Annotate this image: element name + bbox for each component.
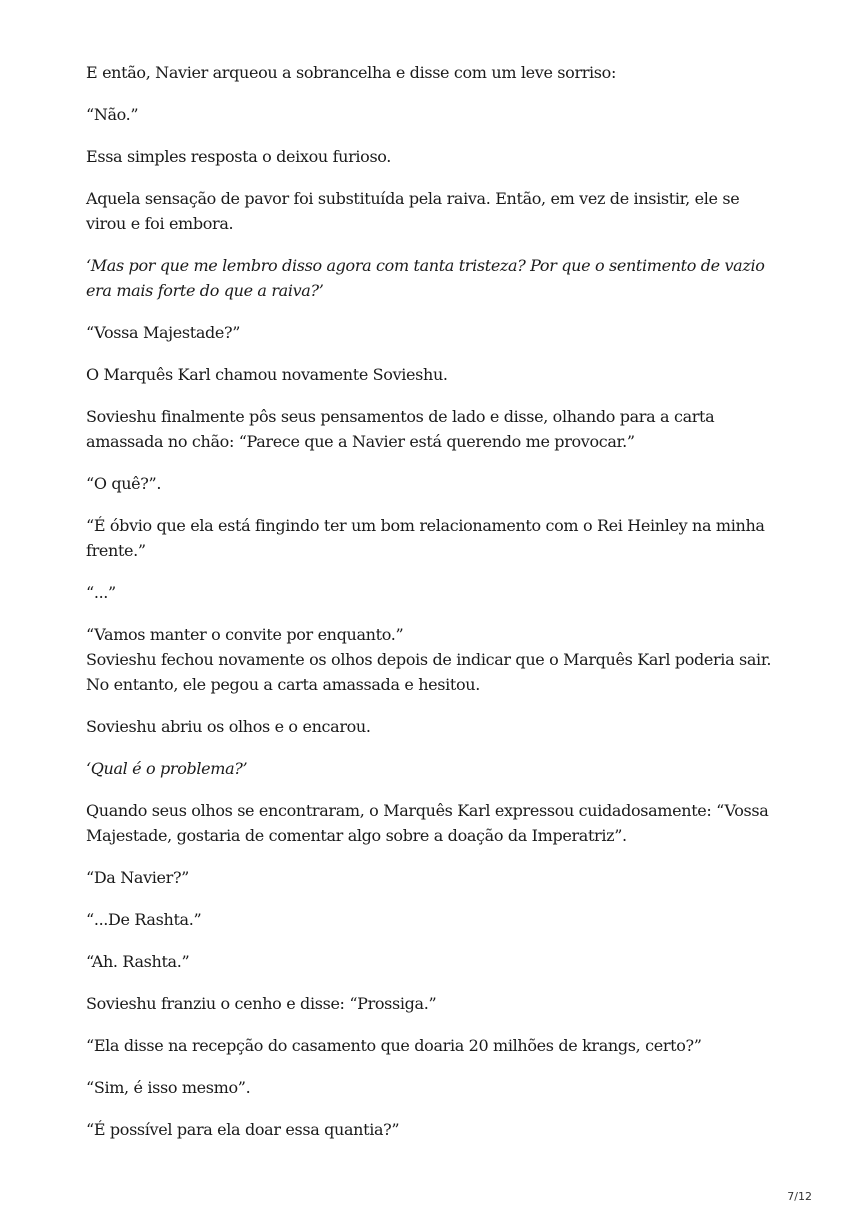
paragraph: “Vossa Majestade?”: [86, 323, 241, 342]
paragraph: “O quê?”.: [86, 474, 162, 493]
paragraph: Sovieshu franziu o cenho e disse: “Prossiga.”: [86, 994, 437, 1013]
paragraph: Essa simples resposta o deixou furioso.: [86, 147, 392, 166]
paragraph: “É possível para ela doar essa quantia?”: [86, 1120, 400, 1139]
document-body: [86, 60, 781, 1159]
paragraph: “...De Rashta.”: [86, 910, 202, 929]
paragraph: “É óbvio que ela está fingindo ter um bom relacionamento com o Rei Heinley na minha frente.”: [86, 516, 765, 560]
paragraph: “Vamos manter o convite por enquanto.”: [86, 625, 404, 644]
italic-thought-paragraph: ‘Qual é o problema?’: [86, 759, 248, 778]
paragraph: “...”: [86, 583, 116, 602]
paragraph: Sovieshu abriu os olhos e o encarou.: [86, 717, 371, 736]
paragraph: “Ah. Rashta.”: [86, 952, 190, 971]
paragraph: Aquela sensação de pavor foi substituída pela raiva. Então, em vez de insistir, ele se virou e foi embora.: [86, 189, 740, 233]
page-number: 7/12: [787, 1190, 812, 1203]
paragraph: “Da Navier?”: [86, 868, 190, 887]
italic-thought-paragraph: ‘Mas por que me lembro disso agora com tanta tristeza? Por que o sentimento de vazio era mais forte do que a raiva?’: [86, 256, 765, 300]
paragraph: E então, Navier arqueou a sobrancelha e disse com um leve sorriso:: [86, 63, 616, 82]
paragraph: “Não.”: [86, 105, 139, 124]
paragraph: “Sim, é isso mesmo”.: [86, 1078, 251, 1097]
paragraph: Sovieshu finalmente pôs seus pensamentos de lado e disse, olhando para a carta amassada no chão: “Parece que a Navier está querendo me provocar.”: [86, 407, 715, 451]
paragraph: “Ela disse na recepção do casamento que doaria 20 milhões de krangs, certo?”: [86, 1036, 702, 1055]
paragraph: Sovieshu fechou novamente os olhos depois de indicar que o Marquês Karl poderia sair. No entanto, ele pegou a carta amassada e hesitou.: [86, 650, 772, 694]
paragraph: Quando seus olhos se encontraram, o Marquês Karl expressou cuidadosamente: “Vossa Majestade, gostaria de comentar algo sobre a doação da Imperatriz”.: [86, 801, 769, 845]
paragraph: O Marquês Karl chamou novamente Sovieshu.: [86, 365, 448, 384]
